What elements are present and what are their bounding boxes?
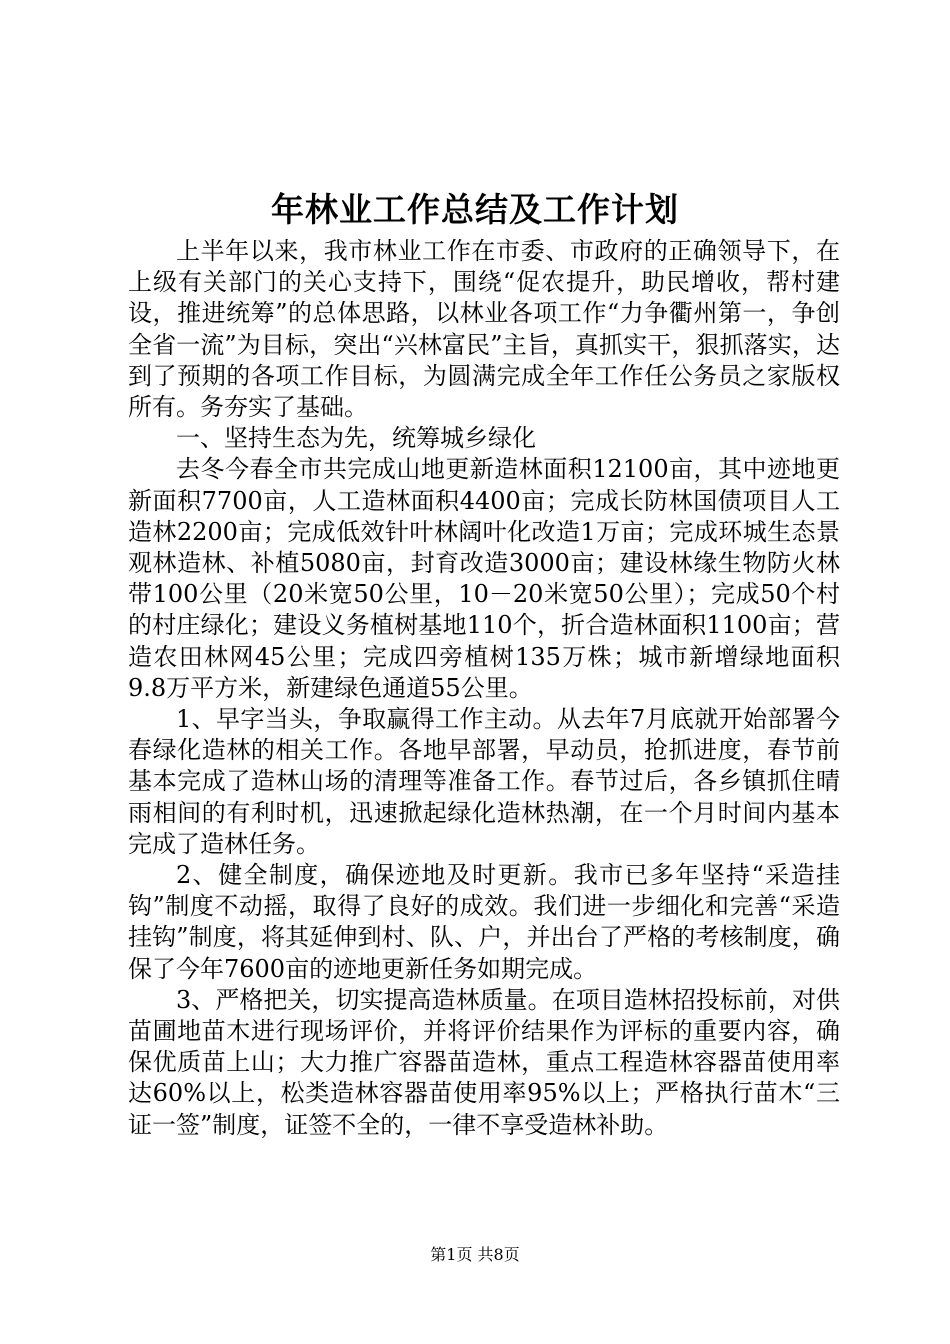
- document-body: [128, 236, 840, 1141]
- page-number-footer: 第1页 共8页: [430, 1245, 520, 1264]
- section-heading: 一、坚持生态为先，统筹城乡绿化: [176, 424, 536, 453]
- document-title: 年林业工作总结及工作计划: [271, 190, 679, 229]
- body-paragraph: 1、早字当头，争取赢得工作主动。从去年7月底就开始部署今春绿化造林的相关工作。各地早部署，早动员，抢抓进度，春节前基本完成了造林山场的清理等准备工作。春节过后，各乡镇抓住晴雨相间的有利时机，迅速掀起绿化造林热潮，在一个月时间内基本完成了造林任务。: [128, 705, 840, 858]
- body-paragraph: 3、严格把关，切实提高造林质量。在项目造林招投标前，对供苗圃地苗木进行现场评价，并将评价结果作为评标的重要内容，确保优质苗上山；大力推广容器苗造林，重点工程造林容器苗使用率达60%以上，松类造林容器苗使用率95%以上；严格执行苗木“三证一签”制度，证签不全的，一律不享受造林补助。: [128, 985, 840, 1139]
- body-paragraph: 2、健全制度，确保迹地及时更新。我市已多年坚持“采造挂钩”制度不动摇，取得了良好的成效。我们进一步细化和完善“采造挂钩”制度，将其延伸到村、队、户，并出台了严格的考核制度，确保了今年7600亩的迹地更新任务如期完成。: [128, 861, 840, 983]
- intro-paragraph: 上半年以来，我市林业工作在市委、市政府的正确领导下，在上级有关部门的关心支持下，围绕“促农提升，助民增收，帮村建设，推进统筹”的总体思路，以林业各项工作“力争衢州第一，争创全省一流”为目标，突出“兴林富民”主旨，真抓实干，狠抓落实，达到了预期的各项工作目标，为圆满完成全年工作任公务员之家版权所有。务夯实了基础。: [128, 237, 840, 422]
- body-paragraph: 去冬今春全市共完成山地更新造林面积12100亩，其中迹地更新面积7700亩，人工造林面积4400亩；完成长防林国债项目人工造林2200亩；完成低效针叶林阔叶化改造1万亩；完成环城生态景观林造林、补植5080亩，封育改造3000亩；建设林缘生物防火林带100公里（20米宽50公里，10－20米宽50公里）；完成50个村的村庄绿化；建设义务植树基地110个，折合造林面积1100亩；营造农田林网45公里；完成四旁植树135万株；城市新增绿地面积9.8万平方米，新建绿色通道55公里。: [128, 455, 840, 702]
